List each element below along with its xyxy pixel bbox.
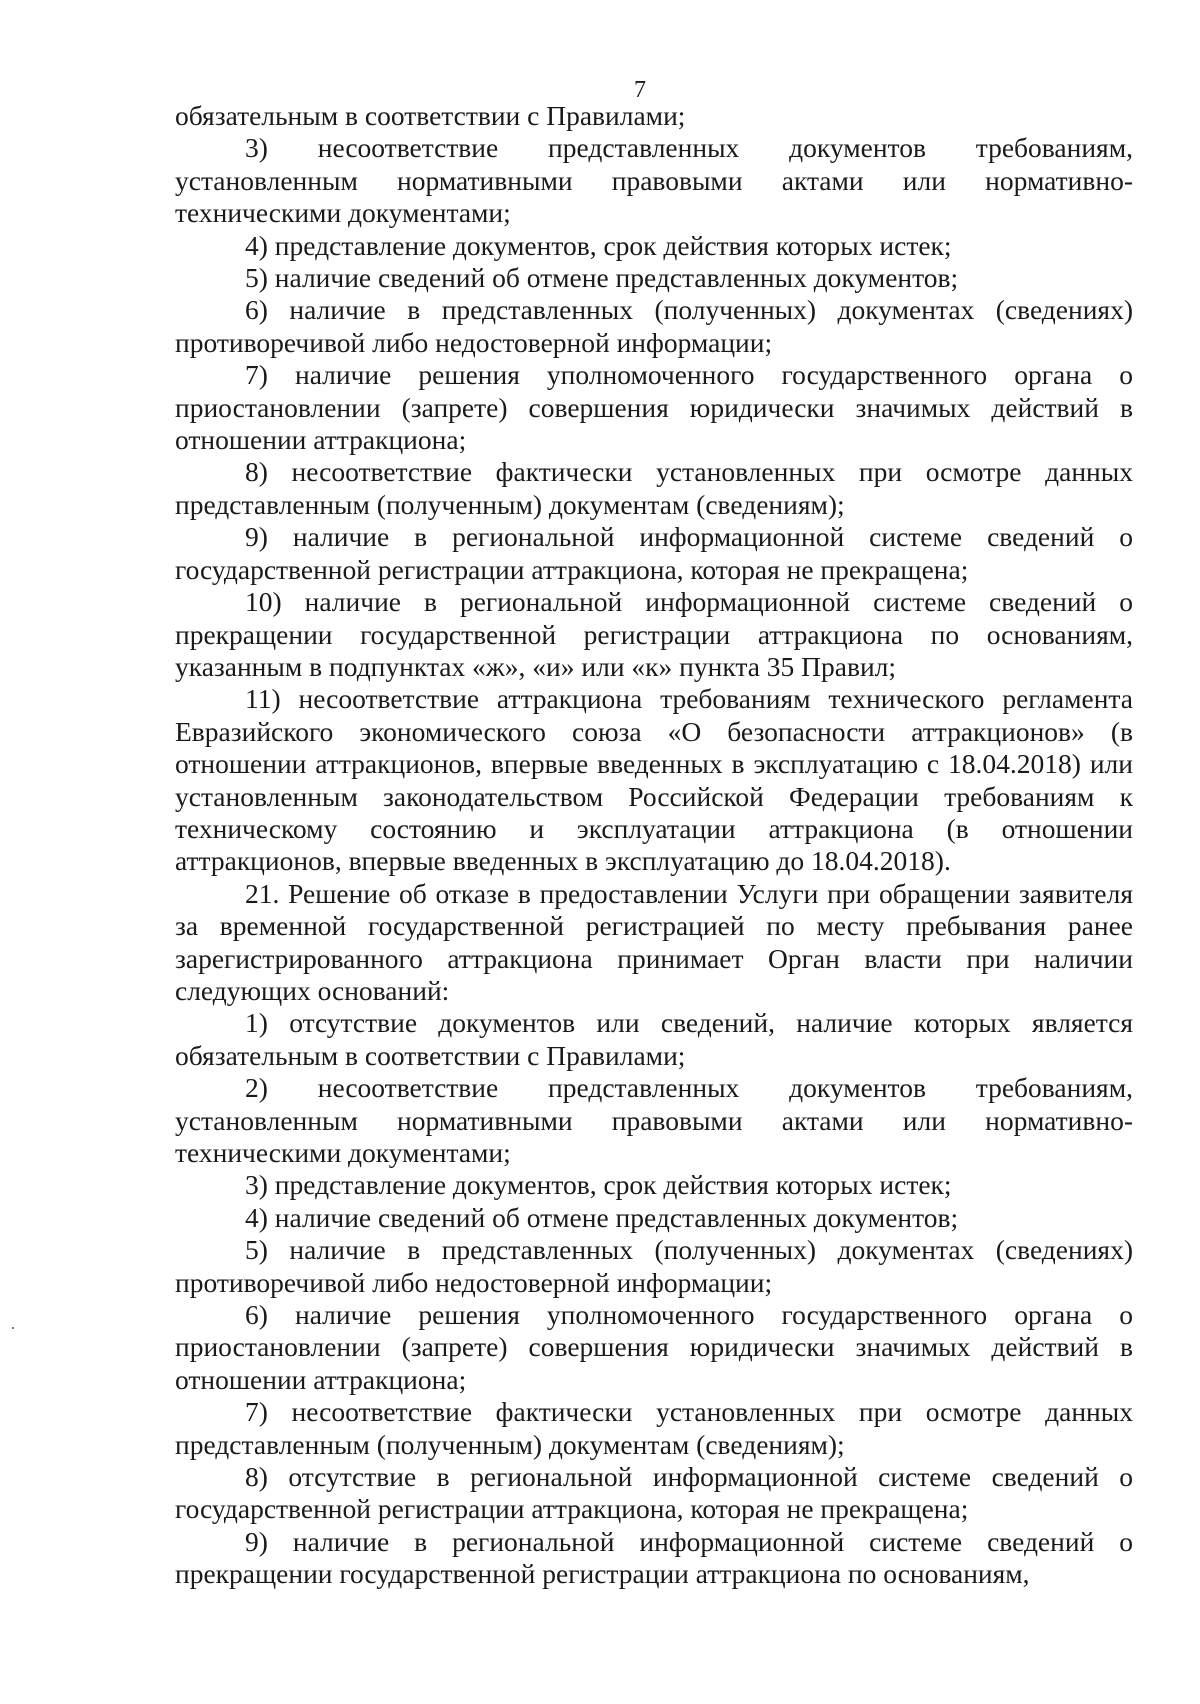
scan-speck — [12, 1327, 14, 1329]
paragraph-clause-21-item-6: 6) наличие решения уполномоченного государственного органа о приостановлении (запрете) совершения юридически значимых действий в отношении аттракциона; — [175, 1299, 1133, 1395]
document-body — [175, 100, 1133, 1591]
paragraph-item-5: 5) наличие сведений об отмене представленных документов; — [245, 262, 959, 294]
paragraph-clause-21-item-3: 3) представление документов, срок действия которых истек; — [245, 1169, 952, 1201]
paragraph-clause-21-item-9: 9) наличие в региональной информационной системе сведений о прекращении государственной регистрации аттракциона по основаниям, — [175, 1525, 1133, 1590]
paragraph-continuation: обязательным в соответствии с Правилами; — [175, 100, 686, 131]
paragraph-clause-21-item-7: 7) несоответствие фактически установленных при осмотре данных представленным (полученным) документам (сведениям); — [175, 1396, 1133, 1460]
paragraph-clause-21-item-8: 8) отсутствие в региональной информационной системе сведений о государственной регистрации аттракциона, которая не прекращена; — [175, 1461, 1133, 1525]
paragraph-item-10: 10) наличие в региональной информационной системе сведений о прекращении государственной регистрации аттракциона по основаниям, указанным в подпунктах «ж», «и» или «к» пункта 35 Правил; — [175, 586, 1133, 682]
paragraph-item-6: 6) наличие в представленных (полученных) документах (сведениях) противоречивой либо недостоверной информации; — [175, 294, 1133, 358]
paragraph-item-7: 7) наличие решения уполномоченного государственного органа о приостановлении (запрете) совершения юридически значимых действий в отношении аттракциона; — [175, 359, 1133, 456]
paragraph-item-9: 9) наличие в региональной информационной системе сведений о государственной регистрации аттракциона, которая не прекращена; — [175, 521, 1133, 585]
paragraph-item-8: 8) несоответствие фактически установленных при осмотре данных представленным (полученным) документам (сведениям); — [175, 456, 1133, 520]
paragraph-clause-21-item-4: 4) наличие сведений об отмене представленных документов; — [245, 1201, 959, 1233]
paragraph-clause-21: 21. Решение об отказе в предоставлении Услуги при обращении заявителя за временной государственной регистрацией по месту пребывания ранее зарегистрированного аттракциона принимает Орган власти при наличии следующих оснований: — [175, 877, 1133, 1006]
paragraph-clause-21-item-2: 2) несоответствие представленных документов требованиям, установленным нормативными правовыми актами или нормативно-техническими документами; — [175, 1072, 1133, 1168]
paragraph-item-4: 4) представление документов, срок действия которых истек; — [245, 229, 952, 261]
paragraph-item-11: 11) несоответствие аттракциона требованиям технического регламента Евразийского экономического союза «О безопасности аттракционов» (в отношении аттракционов, впервые введенных в эксплуатацию с 18.04.2018) или установленным законодательством Российской Федерации требованиям к техническому состоянию и эксплуатации аттракциона (в отношении аттракционов, впервые введенных в эксплуатацию до 18.04.2018). — [175, 683, 1133, 877]
paragraph-item-3: 3) несоответствие представленных документов требованиям, установленным нормативными правовыми актами или нормативно-техническими документами; — [175, 132, 1133, 229]
page-number: 7 — [634, 77, 646, 103]
paragraph-clause-21-item-5: 5) наличие в представленных (полученных) документах (сведениях) противоречивой либо недостоверной информации; — [175, 1234, 1133, 1298]
paragraph-clause-21-item-1: 1) отсутствие документов или сведений, наличие которых является обязательным в соответствии с Правилами; — [175, 1007, 1133, 1071]
